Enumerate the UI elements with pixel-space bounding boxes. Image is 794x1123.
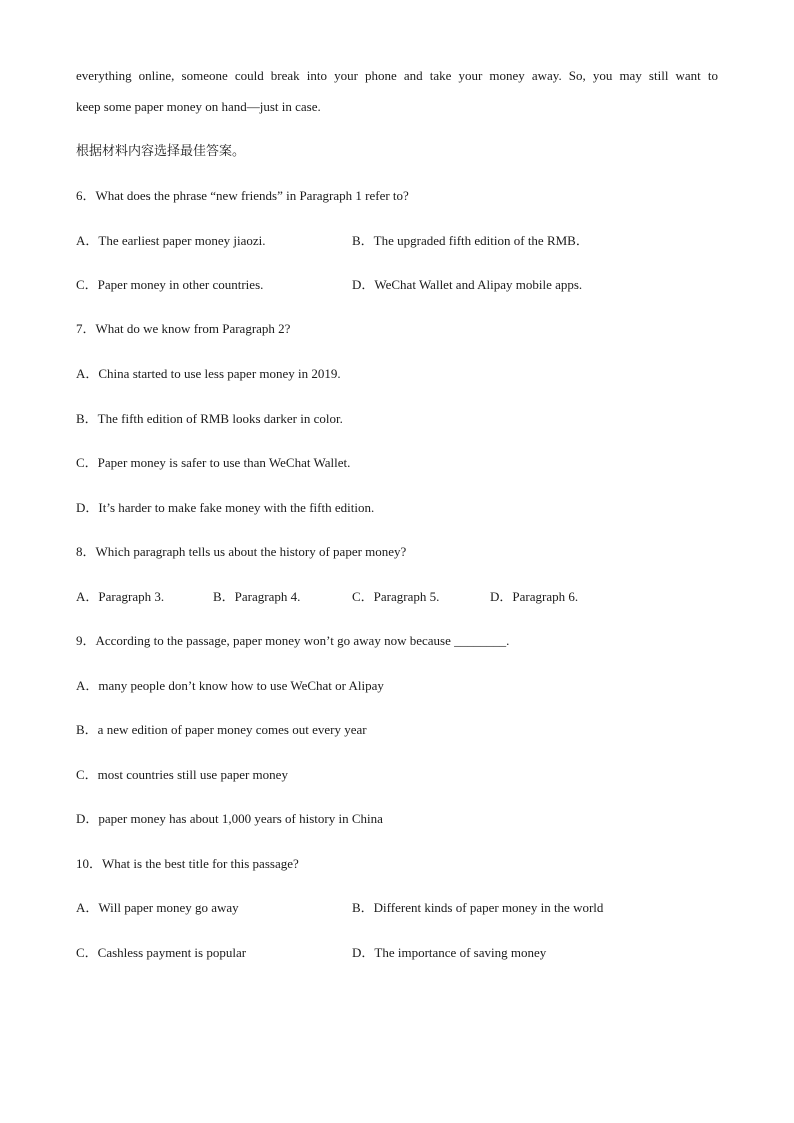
question-9-option-c[interactable]: C．most countries still use paper money (76, 767, 288, 782)
question-6-option-a[interactable]: A．The earliest paper money jiaozi. (76, 233, 266, 248)
question-6-option-b[interactable]: B．The upgraded fifth edition of the RMB． (352, 233, 589, 248)
question-6-stem: 6．What does the phrase “new friends” in Paragraph 1 refer to? (76, 188, 409, 203)
question-9-stem: 9．According to the passage, paper money won’t go away now because ________. (76, 633, 510, 648)
question-9-option-a[interactable]: A．many people don’t know how to use WeChat or Alipay (76, 678, 384, 693)
question-8-option-a[interactable]: A．Paragraph 3. (76, 589, 165, 604)
question-6-option-c[interactable]: C．Paper money in other countries. (76, 277, 264, 292)
question-10-option-a[interactable]: A．Will paper money go away (76, 900, 239, 915)
question-6-option-d[interactable]: D．WeChat Wallet and Alipay mobile apps. (352, 277, 583, 292)
question-8-option-b[interactable]: B．Paragraph 4. (213, 589, 301, 604)
question-7-option-c[interactable]: C．Paper money is safer to use than WeChat Wallet. (76, 455, 351, 470)
passage-line-2: keep some paper money on hand—just in case. (76, 99, 321, 114)
question-8-option-d[interactable]: D．Paragraph 6. (490, 589, 579, 604)
question-8-option-c[interactable]: C．Paragraph 5. (352, 589, 440, 604)
question-10-stem: 10．What is the best title for this passage? (76, 856, 299, 871)
question-8-stem: 8．Which paragraph tells us about the history of paper money? (76, 544, 407, 559)
question-7-option-d[interactable]: D．It’s harder to make fake money with the fifth edition. (76, 500, 375, 515)
question-10-option-c[interactable]: C．Cashless payment is popular (76, 945, 247, 960)
question-9-option-d[interactable]: D．paper money has about 1,000 years of history in China (76, 811, 383, 826)
passage-line-1: everything online, someone could break into your phone and take your money away. So, you may still want to (76, 68, 718, 83)
question-9-option-b[interactable]: B．a new edition of paper money comes out every year (76, 722, 367, 737)
question-7-option-a[interactable]: A．China started to use less paper money in 2019. (76, 366, 341, 381)
question-7-stem: 7．What do we know from Paragraph 2? (76, 321, 291, 336)
question-7-option-b[interactable]: B．The fifth edition of RMB looks darker in color. (76, 411, 343, 426)
question-10-option-b[interactable]: B．Different kinds of paper money in the world (352, 900, 604, 915)
question-10-option-d[interactable]: D．The importance of saving money (352, 945, 547, 960)
instruction-text: 根据材料内容选择最佳答案。 (76, 144, 246, 159)
